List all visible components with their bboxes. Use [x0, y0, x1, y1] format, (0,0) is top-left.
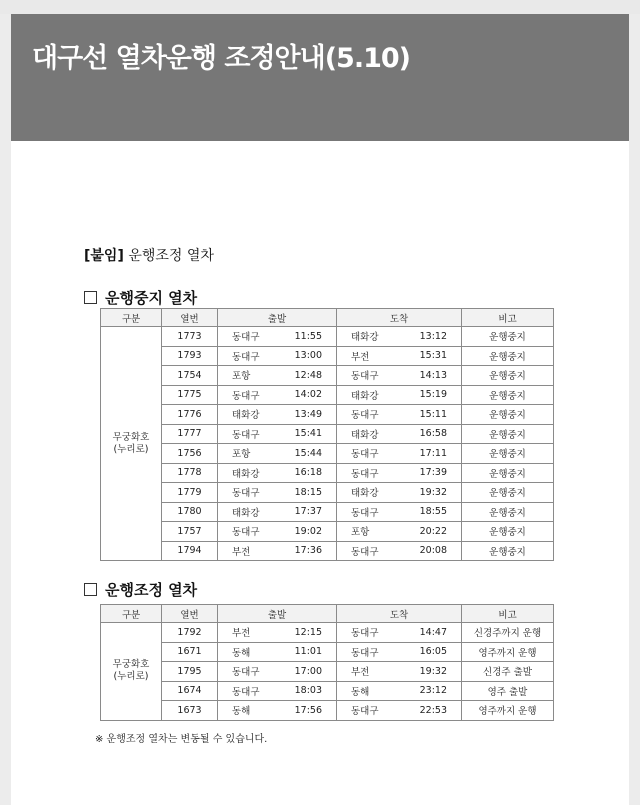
header-train-no: 열번 — [162, 309, 218, 327]
header-train-no: 열번 — [162, 605, 218, 623]
train-number-cell: 1792 — [162, 623, 218, 643]
document-page — [11, 141, 629, 805]
departure-time-cell: 17:36 — [272, 541, 337, 561]
table-row — [101, 405, 554, 425]
table-row — [101, 502, 554, 522]
train-number-cell: 1671 — [162, 642, 218, 662]
table-row — [101, 385, 554, 405]
arrival-station-cell: 부전 — [337, 346, 394, 366]
header-arrival: 도착 — [337, 309, 462, 327]
suspended-table-body — [101, 327, 554, 561]
attachment-text: 운행조정 열차 — [128, 248, 214, 264]
departure-time-cell: 13:00 — [272, 346, 337, 366]
departure-time-cell: 15:41 — [272, 424, 337, 444]
train-number-cell: 1794 — [162, 541, 218, 561]
note-cell: 운행중지 — [462, 346, 554, 366]
train-number-cell: 1754 — [162, 366, 218, 386]
adjusted-trains-table — [100, 604, 554, 721]
departure-station-cell: 동대구 — [218, 327, 273, 347]
table-row — [101, 522, 554, 542]
departure-station-cell: 동대구 — [218, 346, 273, 366]
arrival-time-cell: 15:31 — [394, 346, 462, 366]
train-number-cell: 1756 — [162, 444, 218, 464]
departure-station-cell: 태화강 — [218, 405, 273, 425]
note-cell: 영주 출발 — [462, 681, 554, 701]
table-row — [101, 366, 554, 386]
title-banner — [11, 14, 629, 141]
table-row — [101, 424, 554, 444]
arrival-station-cell: 동대구 — [337, 623, 394, 643]
checkbox-square-icon — [84, 291, 97, 304]
table-row — [101, 463, 554, 483]
note-cell: 운행중지 — [462, 366, 554, 386]
attachment-label: [붙임] — [84, 248, 124, 264]
departure-time-cell: 19:02 — [272, 522, 337, 542]
train-number-cell: 1777 — [162, 424, 218, 444]
suspended-trains-table — [100, 308, 554, 561]
departure-time-cell: 12:48 — [272, 366, 337, 386]
departure-time-cell: 15:44 — [272, 444, 337, 464]
note-cell: 운행중지 — [462, 424, 554, 444]
note-cell: 운행중지 — [462, 522, 554, 542]
category-line: 무궁화호 — [112, 659, 150, 671]
departure-time-cell: 17:00 — [272, 662, 337, 682]
note-cell: 운행중지 — [462, 385, 554, 405]
departure-station-cell: 동대구 — [218, 385, 273, 405]
train-number-cell: 1773 — [162, 327, 218, 347]
table-header-row — [101, 309, 554, 327]
train-number-cell: 1778 — [162, 463, 218, 483]
note-cell: 신경주 출발 — [462, 662, 554, 682]
train-number-cell: 1776 — [162, 405, 218, 425]
train-number-cell: 1793 — [162, 346, 218, 366]
table-header-row — [101, 605, 554, 623]
arrival-station-cell: 동해 — [337, 681, 394, 701]
arrival-time-cell: 19:32 — [394, 662, 462, 682]
arrival-time-cell: 23:12 — [394, 681, 462, 701]
departure-time-cell: 18:03 — [272, 681, 337, 701]
adjusted-section-title — [84, 579, 197, 600]
table-row — [101, 483, 554, 503]
table-row — [101, 444, 554, 464]
note-cell: 신경주까지 운행 — [462, 623, 554, 643]
departure-time-cell: 14:02 — [272, 385, 337, 405]
departure-station-cell: 동해 — [218, 642, 273, 662]
arrival-station-cell: 동대구 — [337, 502, 394, 522]
adjusted-table-body — [101, 623, 554, 721]
arrival-station-cell: 태화강 — [337, 385, 394, 405]
train-number-cell: 1779 — [162, 483, 218, 503]
attachment-heading — [84, 245, 214, 265]
train-number-cell: 1673 — [162, 701, 218, 721]
arrival-station-cell: 동대구 — [337, 642, 394, 662]
arrival-station-cell: 태화강 — [337, 483, 394, 503]
departure-time-cell: 18:15 — [272, 483, 337, 503]
table-row — [101, 327, 554, 347]
footnote: ※ 운행조정 열차는 변동될 수 있습니다. — [95, 734, 268, 745]
train-number-cell: 1775 — [162, 385, 218, 405]
train-number-cell: 1674 — [162, 681, 218, 701]
departure-time-cell: 13:49 — [272, 405, 337, 425]
train-number-cell: 1795 — [162, 662, 218, 682]
departure-station-cell: 동해 — [218, 701, 273, 721]
page-title: 대구선 열차운행 조정안내(5.10) — [32, 43, 410, 74]
arrival-station-cell: 부전 — [337, 662, 394, 682]
departure-time-cell: 17:56 — [272, 701, 337, 721]
header-note: 비고 — [462, 309, 554, 327]
arrival-time-cell: 19:32 — [394, 483, 462, 503]
note-cell: 운행중지 — [462, 444, 554, 464]
departure-time-cell: 16:18 — [272, 463, 337, 483]
adjusted-title-text: 운행조정 열차 — [105, 581, 198, 599]
note-cell: 운행중지 — [462, 541, 554, 561]
header-arrival: 도착 — [337, 605, 462, 623]
category-line: (누리로) — [113, 443, 149, 455]
departure-time-cell: 12:15 — [272, 623, 337, 643]
arrival-station-cell: 동대구 — [337, 444, 394, 464]
note-cell: 영주까지 운행 — [462, 701, 554, 721]
table-row — [101, 642, 554, 662]
departure-station-cell: 태화강 — [218, 463, 273, 483]
top-strip — [0, 0, 640, 14]
arrival-time-cell: 20:22 — [394, 522, 462, 542]
table-row — [101, 681, 554, 701]
departure-station-cell: 동대구 — [218, 424, 273, 444]
note-cell: 운행중지 — [462, 463, 554, 483]
category-cell — [101, 327, 162, 561]
arrival-time-cell: 16:58 — [394, 424, 462, 444]
note-cell: 운행중지 — [462, 483, 554, 503]
arrival-time-cell: 15:19 — [394, 385, 462, 405]
arrival-time-cell: 13:12 — [394, 327, 462, 347]
table-row — [101, 541, 554, 561]
arrival-time-cell: 14:47 — [394, 623, 462, 643]
category-line: 무궁화호 — [112, 431, 150, 443]
arrival-time-cell: 16:05 — [394, 642, 462, 662]
table-row — [101, 623, 554, 643]
category-line: (누리로) — [113, 671, 149, 683]
departure-station-cell: 동대구 — [218, 662, 273, 682]
arrival-station-cell: 동대구 — [337, 366, 394, 386]
arrival-time-cell: 22:53 — [394, 701, 462, 721]
departure-station-cell: 태화강 — [218, 502, 273, 522]
arrival-station-cell: 동대구 — [337, 405, 394, 425]
arrival-time-cell: 17:11 — [394, 444, 462, 464]
train-number-cell: 1757 — [162, 522, 218, 542]
note-cell: 운행중지 — [462, 502, 554, 522]
category-cell — [101, 623, 162, 721]
arrival-station-cell: 동대구 — [337, 701, 394, 721]
departure-station-cell: 동대구 — [218, 522, 273, 542]
train-number-cell: 1780 — [162, 502, 218, 522]
table-row — [101, 701, 554, 721]
arrival-time-cell: 15:11 — [394, 405, 462, 425]
arrival-station-cell: 태화강 — [337, 327, 394, 347]
arrival-time-cell: 18:55 — [394, 502, 462, 522]
departure-time-cell: 11:55 — [272, 327, 337, 347]
arrival-time-cell: 14:13 — [394, 366, 462, 386]
departure-station-cell: 부전 — [218, 541, 273, 561]
departure-station-cell: 포항 — [218, 444, 273, 464]
header-departure: 출발 — [218, 309, 337, 327]
suspended-section-title — [84, 287, 197, 308]
checkbox-square-icon — [84, 583, 97, 596]
arrival-time-cell: 20:08 — [394, 541, 462, 561]
departure-time-cell: 17:37 — [272, 502, 337, 522]
note-cell: 영주까지 운행 — [462, 642, 554, 662]
departure-station-cell: 포항 — [218, 366, 273, 386]
note-cell: 운행중지 — [462, 327, 554, 347]
arrival-time-cell: 17:39 — [394, 463, 462, 483]
header-category: 구분 — [101, 605, 162, 623]
arrival-station-cell: 동대구 — [337, 463, 394, 483]
arrival-station-cell: 동대구 — [337, 541, 394, 561]
arrival-station-cell: 태화강 — [337, 424, 394, 444]
departure-station-cell: 동대구 — [218, 483, 273, 503]
header-category: 구분 — [101, 309, 162, 327]
arrival-station-cell: 포항 — [337, 522, 394, 542]
note-cell: 운행중지 — [462, 405, 554, 425]
header-departure: 출발 — [218, 605, 337, 623]
departure-station-cell: 부전 — [218, 623, 273, 643]
suspended-title-text: 운행중지 열차 — [105, 289, 198, 307]
departure-time-cell: 11:01 — [272, 642, 337, 662]
header-note: 비고 — [462, 605, 554, 623]
departure-station-cell: 동대구 — [218, 681, 273, 701]
table-row — [101, 346, 554, 366]
table-row — [101, 662, 554, 682]
